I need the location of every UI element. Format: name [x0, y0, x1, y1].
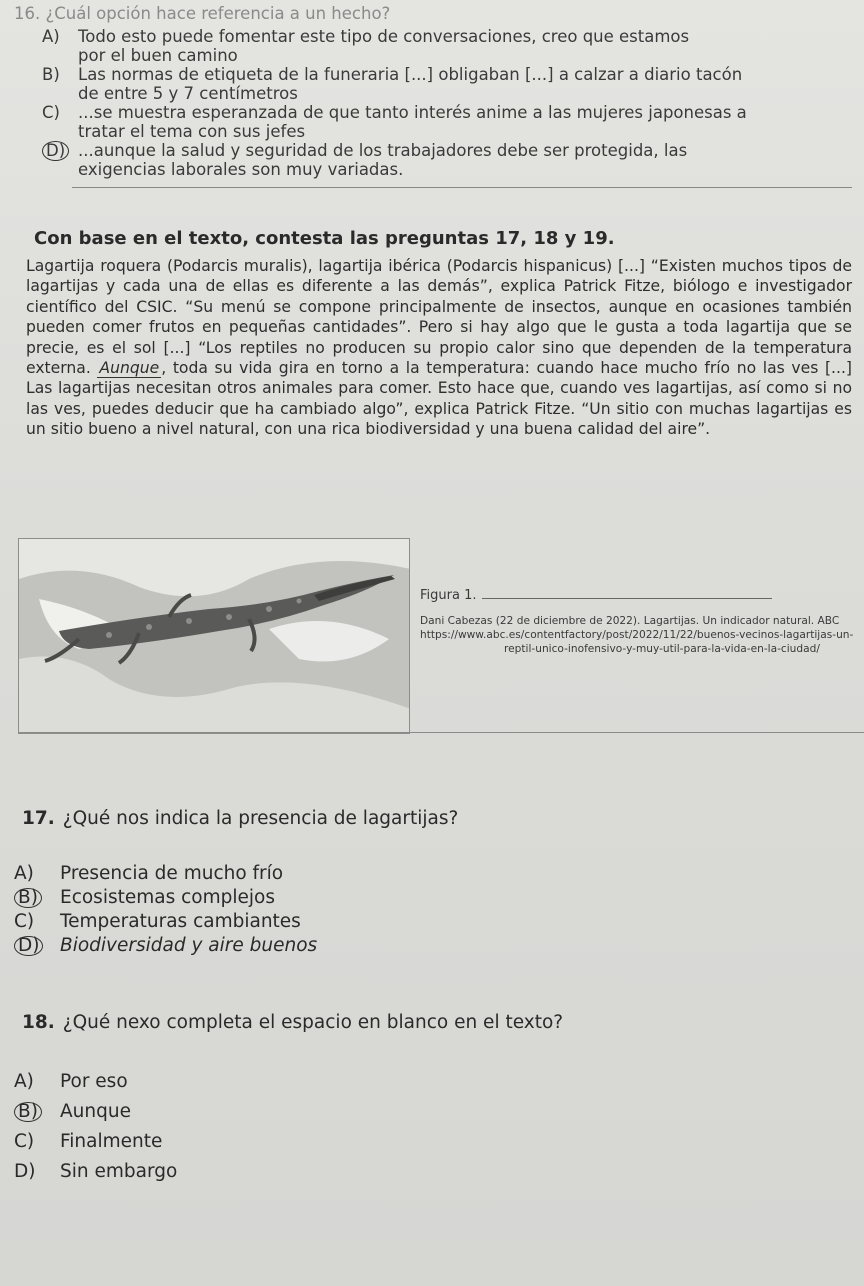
divider	[18, 732, 864, 733]
question-17	[22, 808, 458, 829]
answer-circle-mark: D)	[42, 141, 69, 161]
q17-option-a[interactable]	[14, 862, 283, 886]
option-letter: A)	[14, 863, 34, 884]
q17-option-c[interactable]	[14, 910, 301, 934]
option-text: Temperaturas cambiantes	[60, 911, 301, 932]
caption-underline	[482, 598, 772, 599]
answer-circle-mark: B)	[14, 1102, 42, 1122]
option-line2: de entre 5 y 7 centímetros	[78, 84, 298, 103]
question-18-text: ¿Qué nexo completa el espacio en blanco en el texto?	[62, 1012, 564, 1033]
answer-circle-mark: B)	[14, 888, 42, 908]
lizard-photo	[18, 538, 410, 734]
answer-circle-mark: D)	[14, 936, 43, 956]
figure-label: Figura 1.	[420, 588, 477, 603]
question-16-title: 16. ¿Cuál opción hace referencia a un hecho?	[14, 4, 391, 23]
option-text: Finalmente	[60, 1131, 163, 1152]
credit-line-1: Dani Cabezas (22 de diciembre de 2022). Lagartijas. Un indicador natural. ABC	[420, 615, 840, 627]
section-instruction: Con base en el texto, contesta las preguntas 17, 18 y 19.	[34, 228, 615, 249]
q18-option-a[interactable]	[14, 1070, 128, 1094]
option-letter: A)	[42, 27, 60, 46]
q16-option-a[interactable]	[14, 27, 860, 65]
option-line1: Las normas de etiqueta de la funeraria [...] obligaban [...] a calzar a diario tacón	[78, 65, 743, 84]
option-text: Sin embargo	[60, 1161, 178, 1182]
option-letter	[14, 934, 60, 958]
option-letter: A)	[14, 1071, 34, 1092]
question-number: 18.	[22, 1012, 55, 1033]
handwritten-answer: Aunque	[99, 359, 160, 378]
option-letter: B)	[42, 65, 60, 84]
passage-text-after: , toda su vida gira en torno a la temperatura: cuando hace mucho frío no las ves [...] Las lagartijas necesitan otros animales para comer. Esto hace que, cuando ves lagartijas, así como si no las ves, puedes deducir que ha cambiado algo”, explica Patrick Fitze. “Un sitio con muchas lagartijas es un sitio bueno a nivel natural, con una rica biodiversidad y una buena calidad del aire”.	[26, 359, 853, 439]
option-line2: exigencias laborales son muy variadas.	[78, 160, 404, 179]
q17-option-b[interactable]	[14, 886, 275, 910]
q18-option-c[interactable]	[14, 1130, 162, 1154]
option-letter	[14, 1100, 60, 1124]
option-text: Ecosistemas complejos	[60, 887, 275, 908]
q16-option-d[interactable]	[14, 141, 860, 179]
option-text: Por eso	[60, 1071, 128, 1092]
option-line2: tratar el tema con sus jefes	[78, 122, 306, 141]
option-text: Biodiversidad y aire buenos	[60, 935, 318, 956]
option-text: Presencia de mucho frío	[60, 863, 284, 884]
q18-option-b[interactable]	[14, 1100, 131, 1124]
question-18	[22, 1012, 563, 1033]
figure-credit	[420, 614, 858, 656]
option-letter: C)	[42, 103, 60, 122]
option-line1: Todo esto puede fomentar este tipo de conversaciones, creo que estamos	[78, 27, 690, 46]
q18-option-d[interactable]	[14, 1160, 177, 1184]
option-letter: D)	[14, 1161, 36, 1182]
passage-text-before: Lagartija roquera (Podarcis muralis), lagartija ibérica (Podarcis hispanicus) [...] “Existen muchos tipos de lagartijas y cada una de ellas es diferente a las demás”, explica Patrick Fitze, biólogo e investigador científico del CSIC. “Su menú se compone principalmente de insectos, aunque en ocasiones también pueden comer frutos en pequeñas cantidades”. Pero si hay algo que le gusta a toda lagartija que se precie, es el sol [...] “Los reptiles no producen su propio calor sino que dependen de la temperatura externa.	[26, 257, 852, 378]
reading-passage	[26, 256, 852, 440]
option-line1: ...aunque la salud y seguridad de los trabajadores debe ser protegida, las	[78, 141, 688, 160]
q17-option-d[interactable]	[14, 934, 317, 958]
credit-url-line-1: https://www.abc.es/contentfactory/post/2022/11/22/buenos-vecinos-lagartijas-un-	[420, 629, 854, 641]
q16-option-c[interactable]	[14, 103, 860, 141]
credit-url-line-2: reptil-unico-inofensivo-y-muy-util-para-la-vida-en-la-ciudad/	[504, 643, 820, 655]
option-line1: ...se muestra esperanzada de que tanto interés anime a las mujeres japonesas a	[78, 103, 747, 122]
question-number: 17.	[22, 808, 55, 829]
option-letter: C)	[14, 1131, 35, 1152]
option-text: Aunque	[60, 1101, 131, 1122]
option-letter	[42, 141, 69, 161]
option-line2: por el buen camino	[78, 46, 238, 65]
question-16	[14, 4, 860, 179]
lizard-illustration	[19, 539, 410, 734]
divider	[72, 187, 852, 188]
option-letter	[14, 886, 60, 910]
q16-option-b[interactable]	[14, 65, 860, 103]
question-17-text: ¿Qué nos indica la presencia de lagartijas?	[62, 808, 459, 829]
option-letter: C)	[14, 911, 35, 932]
